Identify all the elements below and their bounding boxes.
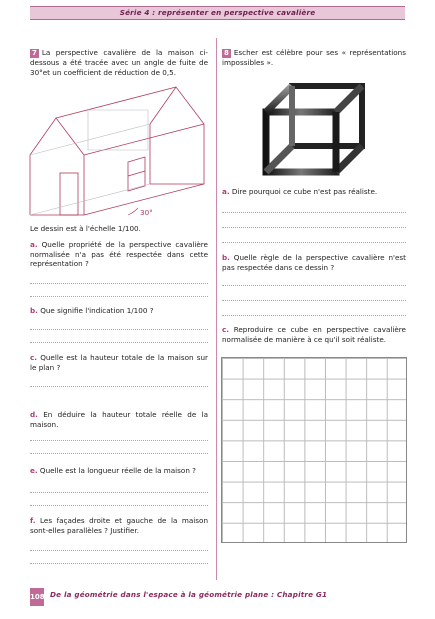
- scale-text: Le dessin est à l'échelle 1/100.: [30, 224, 141, 233]
- question-text: Quelle est la hauteur totale de la maison sur le plan ?: [30, 353, 208, 372]
- series-header: Série 4 : représenter en perspective cavalière: [30, 6, 405, 20]
- question-text: En déduire la hauteur totale réelle de la maison.: [30, 410, 208, 429]
- question-text: Que signifie l'indication 1/100 ?: [40, 306, 154, 315]
- question-text: Reproduire ce cube en perspective cavalière normalisée de manière à ce qu'il soit réaliste.: [222, 325, 406, 344]
- exercise-number: 8: [224, 49, 229, 57]
- question-e: [30, 466, 208, 476]
- question-letter: b.: [222, 253, 230, 262]
- answer-line[interactable]: [222, 300, 406, 301]
- answer-line[interactable]: [222, 227, 406, 228]
- question-8c: [222, 325, 406, 344]
- answer-line[interactable]: [30, 453, 208, 454]
- question-f: [30, 516, 208, 535]
- question-b: [30, 306, 208, 316]
- exercise-text: La perspective cavalière de la maison ci-dessous a été tracée avec un angle de fuite de 30°et un coefficient de réduction de 0,5.: [30, 48, 208, 77]
- column-divider: [216, 38, 217, 580]
- exercise-text: Escher est célèbre pour ses « représentations impossibles ».: [222, 48, 406, 67]
- question-text: Dire pourquoi ce cube n'est pas réaliste.: [231, 187, 378, 196]
- chapter-footer: De la géométrie dans l'espace à la géométrie plane : Chapitre G1: [50, 590, 328, 599]
- answer-line[interactable]: [222, 212, 406, 213]
- question-8a: [222, 187, 406, 197]
- answer-line[interactable]: [30, 329, 208, 330]
- page-number: 108: [30, 588, 44, 606]
- answer-line[interactable]: [30, 492, 208, 493]
- question-text: Les façades droite et gauche de la maison sont-elles parallèles ? Justifier.: [30, 516, 208, 535]
- exercise-number: 7: [32, 49, 37, 57]
- question-text: Quelle règle de la perspective cavalière n'est pas respectée dans ce dessin ?: [222, 253, 406, 272]
- question-d: [30, 410, 208, 429]
- house-drawing: [28, 80, 213, 220]
- answer-line[interactable]: [30, 296, 208, 297]
- answer-line[interactable]: [30, 283, 208, 284]
- question-8b: [222, 253, 406, 272]
- answer-line[interactable]: [30, 342, 208, 343]
- answer-line[interactable]: [222, 285, 406, 286]
- answer-line[interactable]: [30, 440, 208, 441]
- answer-line[interactable]: [30, 386, 208, 387]
- drawing-grid[interactable]: [221, 357, 407, 543]
- exercise-7-intro: [30, 48, 208, 77]
- angle-label: 30°: [140, 208, 153, 217]
- question-letter: c.: [222, 325, 229, 334]
- question-letter: c.: [30, 353, 37, 362]
- question-a: [30, 240, 208, 269]
- exercise-8-intro: [222, 48, 406, 68]
- question-text: Quelle est la longueur réelle de la maison ?: [39, 466, 196, 475]
- answer-line[interactable]: [30, 563, 208, 564]
- question-c: [30, 353, 208, 372]
- question-letter: a.: [30, 240, 38, 249]
- question-letter: a.: [222, 187, 230, 196]
- question-letter: e.: [30, 466, 38, 475]
- answer-line[interactable]: [30, 550, 208, 551]
- question-text: Quelle propriété de la perspective cavalière normalisée n'a pas été respectée dans cette représentation ?: [30, 240, 208, 269]
- question-letter: d.: [30, 410, 38, 419]
- answer-line[interactable]: [222, 242, 406, 243]
- answer-line[interactable]: [222, 315, 406, 316]
- impossible-cube-illustration: [252, 82, 377, 182]
- question-letter: b.: [30, 306, 38, 315]
- answer-line[interactable]: [30, 505, 208, 506]
- question-letter: f.: [30, 516, 36, 525]
